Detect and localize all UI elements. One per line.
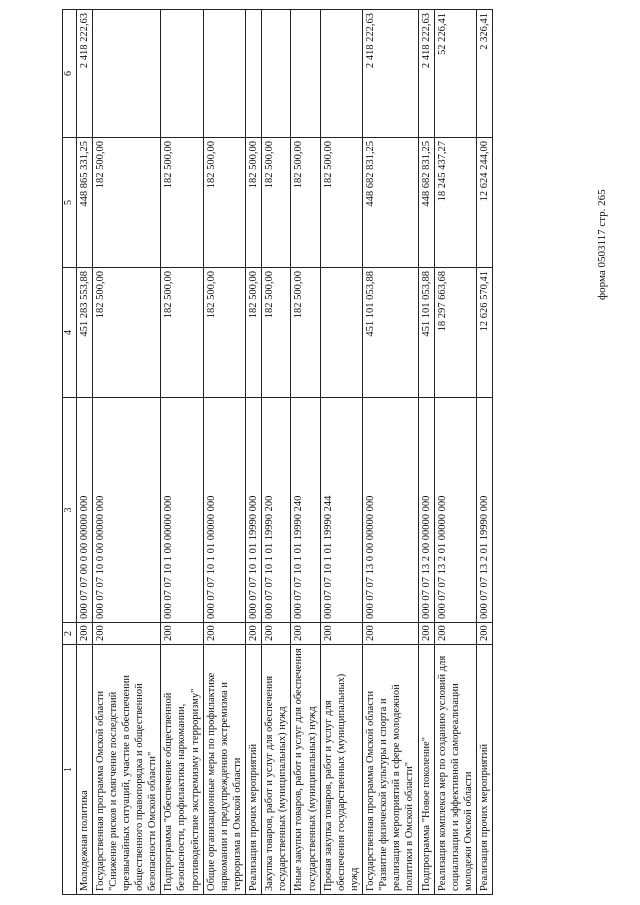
classification-code-cell: 000 07 07 13 2 00 00000 000 xyxy=(418,398,434,623)
executed-amount-cell: 18 245 437,27 xyxy=(434,138,476,268)
approved-amount-cell: 182 500,00 xyxy=(92,268,161,398)
classification-code-cell: 000 07 07 13 2 01 19990 000 xyxy=(477,398,493,623)
approved-amount-cell: 182 500,00 xyxy=(246,268,262,398)
classification-code-cell: 000 07 07 10 1 01 00000 000 xyxy=(203,398,245,623)
unexecuted-amount-cell: 2 418 222,63 xyxy=(76,10,92,138)
column-header: 4 xyxy=(63,268,77,398)
row-name-cell: Подпрограмма "Новое поколение" xyxy=(418,645,434,895)
classification-code-cell: 000 07 07 10 1 01 19990 244 xyxy=(320,398,362,623)
approved-amount-cell xyxy=(320,268,362,398)
unexecuted-amount-cell xyxy=(161,10,203,138)
unexecuted-amount-cell xyxy=(291,10,320,138)
column-header: 1 xyxy=(63,645,77,895)
approved-amount-cell: 182 500,00 xyxy=(262,268,291,398)
executed-amount-cell: 182 500,00 xyxy=(92,138,161,268)
approved-amount-cell: 182 500,00 xyxy=(203,268,245,398)
table-row xyxy=(161,10,203,895)
budget-table xyxy=(62,9,493,895)
column-number-row xyxy=(63,10,77,895)
approved-amount-cell: 182 500,00 xyxy=(291,268,320,398)
classification-code-cell: 000 07 07 10 1 00 00000 000 xyxy=(161,398,203,623)
column-header: 2 xyxy=(63,623,77,645)
executed-amount-cell: 448 865 331,25 xyxy=(76,138,92,268)
unexecuted-amount-cell xyxy=(203,10,245,138)
line-code-cell: 200 xyxy=(477,623,493,645)
table-row xyxy=(418,10,434,895)
table-row xyxy=(262,10,291,895)
unexecuted-amount-cell xyxy=(246,10,262,138)
unexecuted-amount-cell: 2 418 222,63 xyxy=(363,10,419,138)
row-name-cell: Общие организационные меры по профилактике наркомании и предупреждению экстремизма и терроризма в Омской области xyxy=(203,645,245,895)
classification-code-cell: 000 07 07 13 0 00 00000 000 xyxy=(363,398,419,623)
approved-amount-cell: 182 500,00 xyxy=(161,268,203,398)
table-row xyxy=(291,10,320,895)
line-code-cell: 200 xyxy=(161,623,203,645)
approved-amount-cell: 18 297 663,68 xyxy=(434,268,476,398)
row-name-cell: Прочая закупка товаров, работ и услуг для обеспечения государственных (муниципальных) нужд xyxy=(320,645,362,895)
line-code-cell: 200 xyxy=(203,623,245,645)
executed-amount-cell: 182 500,00 xyxy=(203,138,245,268)
line-code-cell: 200 xyxy=(92,623,161,645)
line-code-cell: 200 xyxy=(246,623,262,645)
line-code-cell: 200 xyxy=(434,623,476,645)
executed-amount-cell: 182 500,00 xyxy=(262,138,291,268)
executed-amount-cell: 182 500,00 xyxy=(246,138,262,268)
unexecuted-amount-cell: 2 418 222,63 xyxy=(418,10,434,138)
row-name-cell: Реализация прочих мероприятий xyxy=(246,645,262,895)
classification-code-cell: 000 07 07 10 1 01 19990 240 xyxy=(291,398,320,623)
row-name-cell: Государственная программа Омской области "Снижение рисков и смягчение последствий чрезвычайных ситуаций, участие в обеспечении общественного правопорядка и общественной безопасности Омской области" xyxy=(92,645,161,895)
classification-code-cell: 000 07 07 10 1 01 19990 000 xyxy=(246,398,262,623)
unexecuted-amount-cell: 2 326,41 xyxy=(477,10,493,138)
executed-amount-cell: 12 624 244,00 xyxy=(477,138,493,268)
classification-code-cell: 000 07 07 10 0 00 00000 000 xyxy=(92,398,161,623)
column-header: 5 xyxy=(63,138,77,268)
executed-amount-cell: 182 500,00 xyxy=(161,138,203,268)
approved-amount-cell: 451 101 053,88 xyxy=(363,268,419,398)
classification-code-cell: 000 07 07 13 2 01 00000 000 xyxy=(434,398,476,623)
row-name-cell: Реализация комплекса мер по созданию условий для социализации и эффективной самореализации молодежи Омской области xyxy=(434,645,476,895)
executed-amount-cell: 448 682 831,25 xyxy=(363,138,419,268)
line-code-cell: 200 xyxy=(76,623,92,645)
row-name-cell: Государственная программа Омской области "Развитие физической культуры и спорта и реализация мероприятий в сфере молодежной политики в Омской области" xyxy=(363,645,419,895)
executed-amount-cell: 182 500,00 xyxy=(291,138,320,268)
table-row xyxy=(203,10,245,895)
line-code-cell: 200 xyxy=(291,623,320,645)
approved-amount-cell: 451 283 553,88 xyxy=(76,268,92,398)
row-name-cell: Молодежная политика xyxy=(76,645,92,895)
line-code-cell: 200 xyxy=(262,623,291,645)
line-code-cell: 200 xyxy=(418,623,434,645)
table-body xyxy=(63,10,493,895)
executed-amount-cell: 448 682 831,25 xyxy=(418,138,434,268)
form-number-label: форма 0503117 стр. 265 xyxy=(596,189,608,300)
table-row xyxy=(92,10,161,895)
rotated-page xyxy=(62,10,632,895)
table-row xyxy=(246,10,262,895)
row-name-cell: Закупка товаров, работ и услуг для обеспечения государственных (муниципальных) нужд xyxy=(262,645,291,895)
unexecuted-amount-cell: 52 226,41 xyxy=(434,10,476,138)
classification-code-cell: 000 07 07 00 0 00 00000 000 xyxy=(76,398,92,623)
table-row xyxy=(320,10,362,895)
table-row xyxy=(434,10,476,895)
table-row xyxy=(363,10,419,895)
column-header: 6 xyxy=(63,10,77,138)
unexecuted-amount-cell xyxy=(262,10,291,138)
classification-code-cell: 000 07 07 10 1 01 19990 200 xyxy=(262,398,291,623)
column-header: 3 xyxy=(63,398,77,623)
row-name-cell: Реализация прочих мероприятий xyxy=(477,645,493,895)
approved-amount-cell: 451 101 053,88 xyxy=(418,268,434,398)
table-row xyxy=(76,10,92,895)
line-code-cell: 200 xyxy=(363,623,419,645)
approved-amount-cell: 12 626 570,41 xyxy=(477,268,493,398)
executed-amount-cell: 182 500,00 xyxy=(320,138,362,268)
row-name-cell: Подпрограмма "Обеспечение общественной безопасности, профилактика наркомании, противодействие экстремизму и терроризму" xyxy=(161,645,203,895)
unexecuted-amount-cell xyxy=(320,10,362,138)
table-row xyxy=(477,10,493,895)
row-name-cell: Иные закупки товаров, работ и услуг для обеспечения государственных (муниципальных) нужд xyxy=(291,645,320,895)
unexecuted-amount-cell xyxy=(92,10,161,138)
line-code-cell: 200 xyxy=(320,623,362,645)
